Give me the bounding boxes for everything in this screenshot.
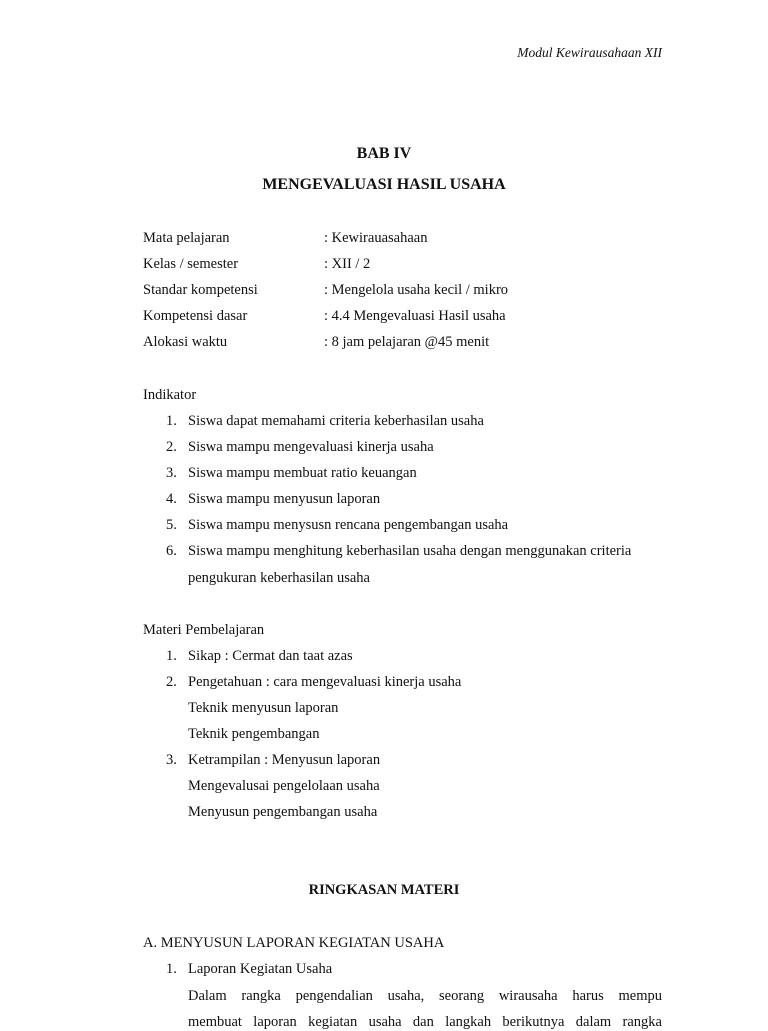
list-number: 1. [166, 413, 177, 429]
meta-value: : 8 jam pelajaran @45 menit [324, 334, 490, 350]
chapter-title: MENGEVALUASI HASIL USAHA [262, 176, 506, 193]
meta-label: Alokasi waktu [143, 334, 228, 350]
meta-value: : Kewirauasahaan [324, 230, 428, 246]
list-subitem: Teknik pengembangan [188, 726, 320, 742]
meta-value: : Mengelola usaha kecil / mikro [324, 282, 509, 298]
list-item: Siswa mampu menghitung keberhasilan usaha dengan menggunakan criteria [188, 543, 632, 559]
list-item: Ketrampilan : Menyusun laporan [188, 752, 381, 768]
meta-value: : 4.4 Mengevaluasi Hasil usaha [324, 308, 506, 324]
list-item-continuation: pengukuran keberhasilan usaha [188, 570, 370, 586]
list-number: 2. [166, 674, 177, 690]
list-number: 4. [166, 491, 177, 507]
paragraph-line: Dalam rangka pengendalian usaha, seorang wirausaha harus mempu [188, 988, 662, 1004]
list-item: Pengetahuan : cara mengevaluasi kinerja usaha [188, 674, 462, 690]
chapter-number: BAB IV [356, 145, 412, 162]
section-a-heading: A. MENYUSUN LAPORAN KEGIATAN USAHA [143, 935, 445, 951]
list-item: Siswa mampu menysusn rencana pengembangan usaha [188, 517, 509, 533]
meta-label: Standar kompetensi [143, 282, 258, 298]
meta-value: : XII / 2 [324, 256, 371, 272]
list-number: 5. [166, 517, 177, 533]
running-header: Modul Kewirausahaan XII [517, 45, 662, 60]
list-item: Laporan Kegiatan Usaha [188, 961, 333, 977]
list-item: Siswa mampu mengevaluasi kinerja usaha [188, 439, 434, 455]
list-subitem: Teknik menyusun laporan [188, 700, 339, 716]
paragraph-line: membuat laporan kegiatan usaha dan langkah berikutnya dalam rangka [188, 1014, 662, 1030]
ringkasan-heading: RINGKASAN MATERI [308, 882, 460, 898]
indikator-heading: Indikator [143, 387, 197, 403]
meta-label: Kompetensi dasar [143, 308, 248, 324]
list-number: 6. [166, 543, 177, 559]
list-item: Siswa mampu menyusun laporan [188, 491, 381, 507]
list-item: Siswa mampu membuat ratio keuangan [188, 465, 417, 481]
meta-label: Kelas / semester [143, 256, 239, 272]
list-subitem: Mengevalusai pengelolaan usaha [188, 778, 380, 794]
list-number: 3. [166, 752, 177, 768]
list-number: 2. [166, 439, 177, 455]
list-number: 3. [166, 465, 177, 481]
list-item: Sikap : Cermat dan taat azas [188, 648, 353, 664]
list-number: 1. [166, 648, 177, 664]
meta-label: Mata pelajaran [143, 230, 230, 246]
list-item: Siswa dapat memahami criteria keberhasilan usaha [188, 413, 484, 429]
list-number: 1. [166, 961, 177, 977]
materi-heading: Materi Pembelajaran [143, 622, 265, 638]
list-subitem: Menyusun pengembangan usaha [188, 804, 378, 820]
